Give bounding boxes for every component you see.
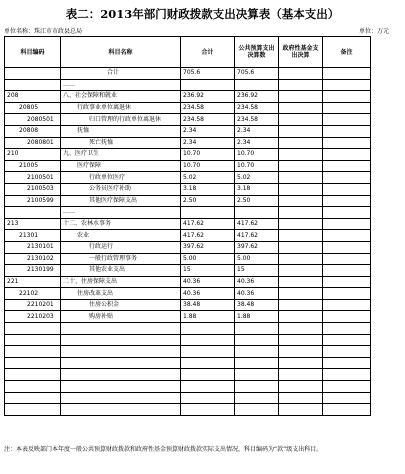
empty-cell	[279, 369, 323, 381]
row-name: 医疗保障	[61, 160, 181, 172]
report-title: 表二：2013年部门财政拨款支出决算表（基本支出）	[65, 7, 340, 21]
table-row	[5, 160, 371, 172]
row-note	[323, 79, 371, 91]
row-note	[323, 91, 371, 103]
row-name: 死亡抚恤	[61, 137, 181, 149]
empty-cell	[279, 381, 323, 393]
row-fund	[279, 160, 323, 172]
row-name: 农业	[61, 230, 181, 242]
empty-cell	[61, 323, 181, 335]
column-header-budget: 公共预算支出决算数	[235, 37, 279, 68]
empty-cell	[279, 392, 323, 404]
row-fund	[279, 299, 323, 311]
row-note	[323, 114, 371, 126]
table-row	[5, 149, 371, 161]
empty-row	[5, 323, 371, 335]
empty-row	[5, 369, 371, 381]
row-note	[323, 253, 371, 265]
row-total: 3.18	[181, 183, 235, 195]
row-code	[5, 207, 61, 219]
row-code: 2130102	[5, 253, 61, 265]
row-total: 234.58	[181, 102, 235, 114]
empty-cell	[181, 404, 235, 416]
empty-row	[5, 357, 371, 369]
table-row	[5, 218, 371, 230]
row-fund	[279, 207, 323, 219]
empty-cell	[5, 392, 61, 404]
empty-cell	[61, 369, 181, 381]
row-total: 234.58	[181, 114, 235, 126]
empty-cell	[323, 404, 371, 416]
footnote: 注：本表反映部门本年度一般公共预算财政拨款和政府性基金预算财政拨款实际支出情况，科目编码为“款”级支出科目。	[4, 446, 323, 453]
row-name: 公务员医疗补助	[61, 183, 181, 195]
row-fund	[279, 102, 323, 114]
row-code: 213	[5, 218, 61, 230]
empty-cell	[235, 357, 279, 369]
row-fund	[279, 91, 323, 103]
row-code: 2100599	[5, 195, 61, 207]
empty-cell	[235, 334, 279, 346]
table-row	[5, 241, 371, 253]
row-total: 10.70	[181, 149, 235, 161]
row-name: 住房改革支出	[61, 288, 181, 300]
row-budget: 417.62	[235, 218, 279, 230]
row-fund	[279, 172, 323, 184]
empty-cell	[323, 346, 371, 358]
row-total: 15	[181, 265, 235, 277]
empty-cell	[61, 404, 181, 416]
row-total: 236.92	[181, 91, 235, 103]
empty-cell	[279, 357, 323, 369]
row-fund	[279, 288, 323, 300]
row-note	[323, 172, 371, 184]
empty-cell	[5, 346, 61, 358]
row-budget	[235, 207, 279, 219]
row-budget: 397.62	[235, 241, 279, 253]
empty-cell	[5, 323, 61, 335]
row-fund	[279, 137, 323, 149]
empty-cell	[279, 334, 323, 346]
table-row	[5, 230, 371, 242]
empty-cell	[5, 334, 61, 346]
table-header-row	[5, 37, 371, 68]
row-budget: 2.34	[235, 125, 279, 137]
row-note	[323, 288, 371, 300]
row-name: 其他农业支出	[61, 265, 181, 277]
row-code: 2080801	[5, 137, 61, 149]
table-row	[5, 125, 371, 137]
row-name: 行政运行	[61, 241, 181, 253]
row-budget: 10.70	[235, 160, 279, 172]
empty-cell	[323, 392, 371, 404]
row-fund	[279, 114, 323, 126]
row-note	[323, 311, 371, 323]
row-budget	[235, 79, 279, 91]
empty-cell	[181, 323, 235, 335]
row-total: 1.88	[181, 311, 235, 323]
empty-cell	[235, 392, 279, 404]
row-note	[323, 149, 371, 161]
row-total: 397.62	[181, 241, 235, 253]
row-budget: 417.62	[235, 230, 279, 242]
empty-cell	[323, 334, 371, 346]
row-budget: 234.58	[235, 114, 279, 126]
row-name: 合计	[61, 68, 181, 80]
empty-row	[5, 392, 371, 404]
row-code	[5, 79, 61, 91]
row-fund	[279, 265, 323, 277]
empty-cell	[235, 346, 279, 358]
row-fund	[279, 68, 323, 80]
empty-row	[5, 334, 371, 346]
empty-cell	[5, 404, 61, 416]
row-name: 十二、农林水事务	[61, 218, 181, 230]
table-row	[5, 91, 371, 103]
table-row	[5, 299, 371, 311]
row-note	[323, 276, 371, 288]
table-row	[5, 276, 371, 288]
row-note	[323, 183, 371, 195]
row-code: 2130101	[5, 241, 61, 253]
row-code: 21005	[5, 160, 61, 172]
row-total: 417.62	[181, 230, 235, 242]
empty-cell	[323, 381, 371, 393]
row-budget: 10.70	[235, 149, 279, 161]
table-row	[5, 79, 371, 91]
column-header-fund: 政府性基金支出决算	[279, 37, 323, 68]
row-code: 2210201	[5, 299, 61, 311]
row-code: 20808	[5, 125, 61, 137]
row-total	[181, 79, 235, 91]
empty-cell	[61, 381, 181, 393]
row-note	[323, 207, 371, 219]
row-code: 22102	[5, 288, 61, 300]
row-fund	[279, 125, 323, 137]
row-total: 417.62	[181, 218, 235, 230]
empty-cell	[181, 334, 235, 346]
row-budget: 705.6	[235, 68, 279, 80]
row-total: 40.36	[181, 276, 235, 288]
row-fund	[279, 311, 323, 323]
row-name: 九、医疗卫生	[61, 149, 181, 161]
row-name: 八、社会保障和就业	[61, 91, 181, 103]
row-total: 2.34	[181, 137, 235, 149]
row-fund	[279, 218, 323, 230]
empty-cell	[181, 346, 235, 358]
table-row	[5, 68, 371, 80]
row-total: 5.00	[181, 253, 235, 265]
table-row	[5, 207, 371, 219]
empty-cell	[61, 334, 181, 346]
row-note	[323, 125, 371, 137]
table-row	[5, 253, 371, 265]
table-row	[5, 102, 371, 114]
row-fund	[279, 79, 323, 91]
row-total: 40.36	[181, 288, 235, 300]
row-note	[323, 137, 371, 149]
expenditure-table	[4, 36, 371, 416]
row-name: 归口管理的行政单位离退休	[61, 114, 181, 126]
row-budget: 2.50	[235, 195, 279, 207]
row-budget: 5.00	[235, 253, 279, 265]
row-name: 购房补贴	[61, 311, 181, 323]
table-row	[5, 137, 371, 149]
empty-cell	[323, 323, 371, 335]
empty-cell	[235, 381, 279, 393]
row-name: ……	[61, 207, 181, 219]
row-budget: 1.88	[235, 311, 279, 323]
row-budget: 40.36	[235, 276, 279, 288]
empty-cell	[181, 357, 235, 369]
row-total: 10.70	[181, 160, 235, 172]
row-budget: 40.36	[235, 288, 279, 300]
row-name: 住房公积金	[61, 299, 181, 311]
empty-row	[5, 346, 371, 358]
empty-cell	[323, 357, 371, 369]
table-row	[5, 183, 371, 195]
row-note	[323, 299, 371, 311]
row-fund	[279, 276, 323, 288]
row-note	[323, 102, 371, 114]
row-budget: 236.92	[235, 91, 279, 103]
empty-cell	[279, 323, 323, 335]
row-code: 2100501	[5, 172, 61, 184]
empty-cell	[323, 369, 371, 381]
row-name: 一般行政管理事务	[61, 253, 181, 265]
row-code: 210	[5, 149, 61, 161]
row-code: 208	[5, 91, 61, 103]
row-name: 行政事业单位离退休	[61, 102, 181, 114]
row-total: 5.02	[181, 172, 235, 184]
table-body	[5, 68, 371, 416]
row-budget: 38.48	[235, 299, 279, 311]
row-total: 2.34	[181, 125, 235, 137]
table-row	[5, 172, 371, 184]
empty-cell	[279, 346, 323, 358]
empty-row	[5, 404, 371, 416]
empty-cell	[5, 369, 61, 381]
row-budget: 2.34	[235, 137, 279, 149]
table-row	[5, 195, 371, 207]
row-fund	[279, 230, 323, 242]
row-note	[323, 195, 371, 207]
row-code	[5, 68, 61, 80]
empty-cell	[61, 392, 181, 404]
organization-label: 单位名称：珠江市市政县总局	[4, 28, 83, 35]
column-header-total: 合计	[181, 37, 235, 68]
row-name: 抚恤	[61, 125, 181, 137]
row-code: 21301	[5, 230, 61, 242]
table-row	[5, 311, 371, 323]
empty-cell	[181, 392, 235, 404]
row-total: 705.6	[181, 68, 235, 80]
row-fund	[279, 241, 323, 253]
unit-label: 单位：万元	[358, 28, 389, 35]
table-row	[5, 265, 371, 277]
empty-cell	[235, 404, 279, 416]
row-fund	[279, 253, 323, 265]
table-row	[5, 114, 371, 126]
row-fund	[279, 183, 323, 195]
row-code: 2080501	[5, 114, 61, 126]
row-code: 2210203	[5, 311, 61, 323]
empty-cell	[5, 381, 61, 393]
empty-cell	[279, 404, 323, 416]
row-total: 2.50	[181, 195, 235, 207]
row-name: ……	[61, 79, 181, 91]
empty-cell	[5, 357, 61, 369]
row-note	[323, 265, 371, 277]
row-note	[323, 241, 371, 253]
empty-cell	[181, 369, 235, 381]
row-code: 221	[5, 276, 61, 288]
empty-cell	[235, 369, 279, 381]
column-header-note: 备注	[323, 37, 371, 68]
row-fund	[279, 149, 323, 161]
row-code: 2130199	[5, 265, 61, 277]
row-name: 二十、住房保障支出	[61, 276, 181, 288]
empty-cell	[235, 323, 279, 335]
empty-cell	[61, 357, 181, 369]
row-note	[323, 160, 371, 172]
row-note	[323, 218, 371, 230]
row-fund	[279, 195, 323, 207]
column-header-code: 科目编码	[5, 37, 61, 68]
empty-row	[5, 381, 371, 393]
row-name: 其他医疗保障支出	[61, 195, 181, 207]
empty-cell	[61, 346, 181, 358]
row-code: 2100503	[5, 183, 61, 195]
empty-cell	[181, 381, 235, 393]
row-name: 行政单位医疗	[61, 172, 181, 184]
table-row	[5, 288, 371, 300]
row-budget: 5.02	[235, 172, 279, 184]
row-budget: 15	[235, 265, 279, 277]
row-code: 20805	[5, 102, 61, 114]
row-total: 38.48	[181, 299, 235, 311]
row-note	[323, 68, 371, 80]
row-note	[323, 230, 371, 242]
row-budget: 3.18	[235, 183, 279, 195]
row-total	[181, 207, 235, 219]
row-budget: 234.58	[235, 102, 279, 114]
column-header-name: 科目名称	[61, 37, 181, 68]
